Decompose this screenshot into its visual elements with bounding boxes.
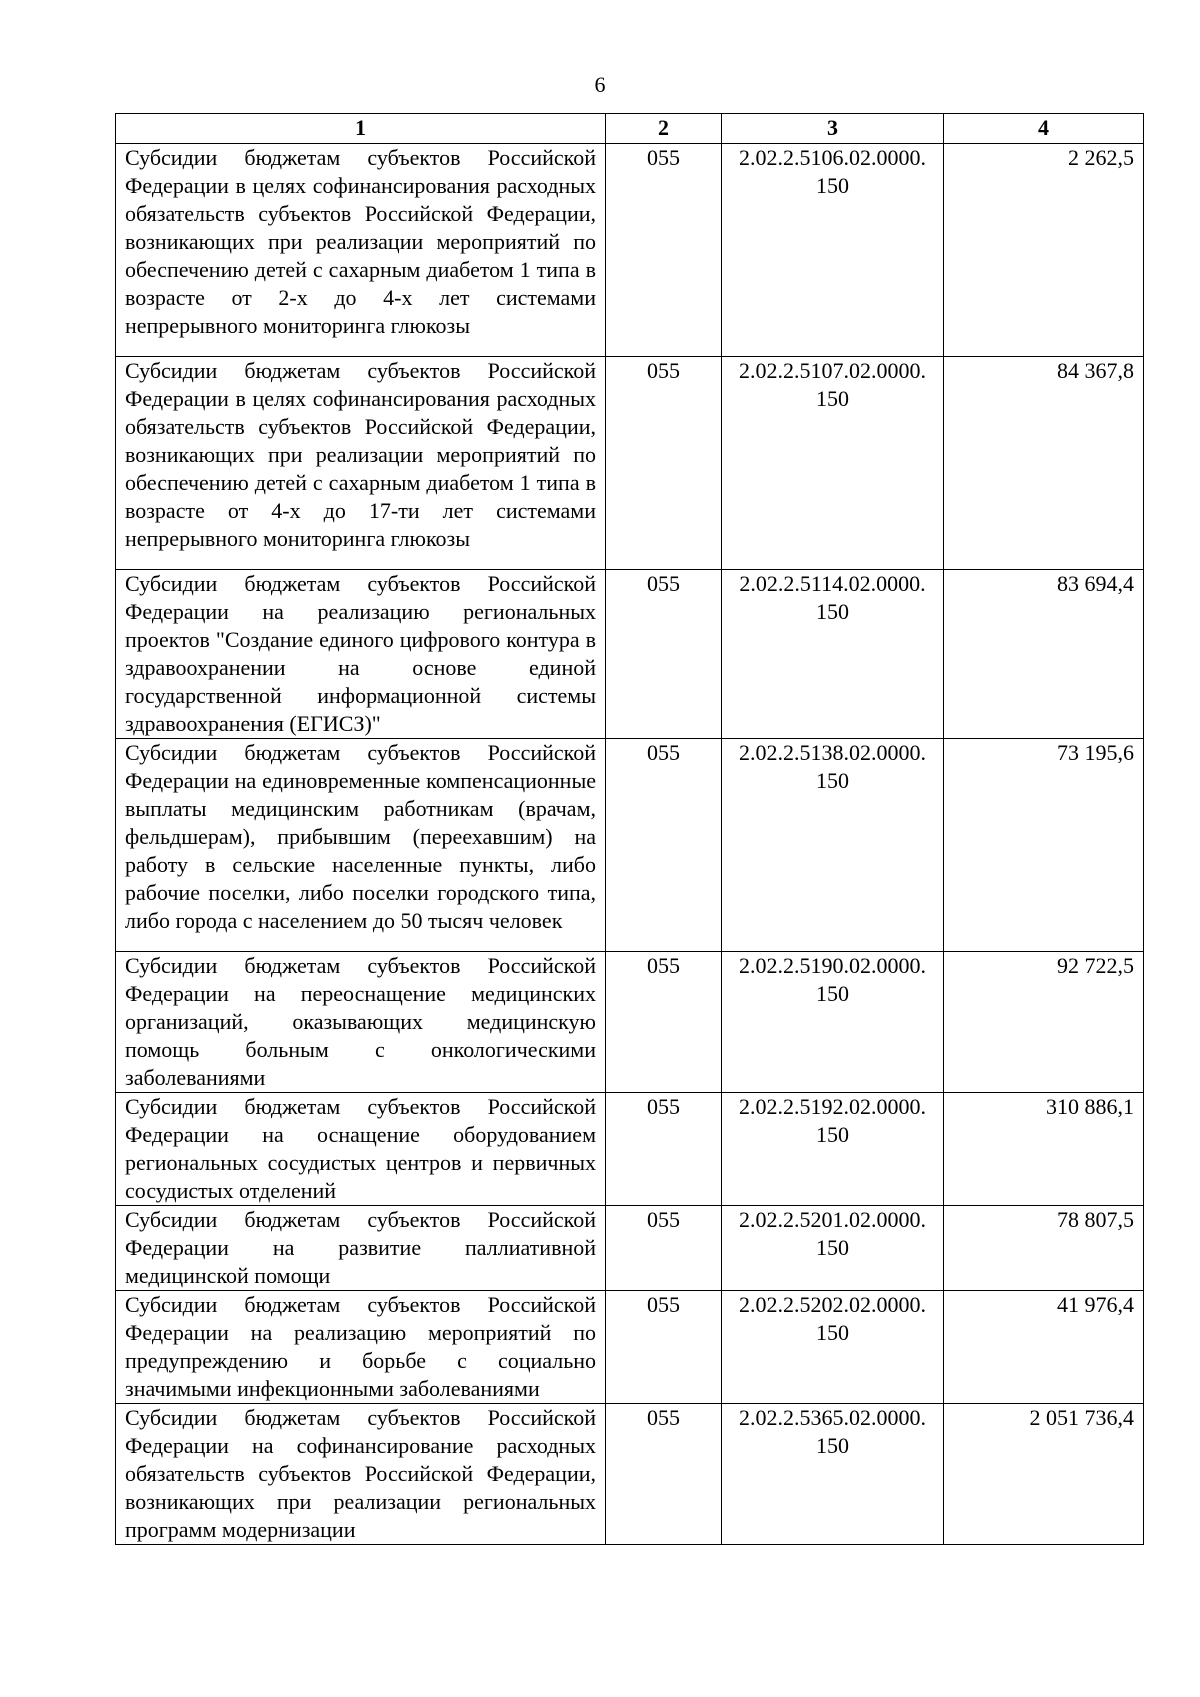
budget-code-cell: 2.02.2.5138.02.0000. 150 (722, 739, 944, 952)
subsidy-name-cell: Субсидии бюджетам субъектов Российской Федерации на реализацию мероприятий по предупреждению и борьбе с социально значимыми инфекционными заболеваниями (116, 1291, 606, 1404)
amount-cell: 73 195,6 (944, 739, 1144, 952)
budget-code-cell: 2.02.2.5201.02.0000. 150 (722, 1206, 944, 1291)
admin-code-cell: 055 (606, 144, 722, 357)
budget-code-cell: 2.02.2.5107.02.0000. 150 (722, 357, 944, 570)
column-header: 1 (116, 114, 606, 144)
amount-cell: 41 976,4 (944, 1291, 1144, 1404)
page-number: 6 (594, 72, 606, 97)
subsidy-name-cell: Субсидии бюджетам субъектов Российской Федерации в целях софинансирования расходных обязательств субъектов Российской Федерации, возникающих при реализации мероприятий по обеспечению детей с сахарным диабетом 1 типа в возрасте от 2-х до 4-х лет системами непрерывного мониторинга глюкозы (116, 144, 606, 357)
column-header: 2 (606, 114, 722, 144)
amount-cell: 310 886,1 (944, 1093, 1144, 1206)
subsidy-name-cell: Субсидии бюджетам субъектов Российской Федерации на развитие паллиативной медицинской помощи (116, 1206, 606, 1291)
table-row (116, 357, 1144, 570)
admin-code-cell: 055 (606, 1291, 722, 1404)
admin-code-cell: 055 (606, 952, 722, 1093)
table-row (116, 570, 1144, 739)
admin-code-cell: 055 (606, 1093, 722, 1206)
amount-cell: 78 807,5 (944, 1206, 1144, 1291)
table-row (116, 1206, 1144, 1291)
table-row (116, 1291, 1144, 1404)
budget-code-cell: 2.02.2.5114.02.0000. 150 (722, 570, 944, 739)
budget-code-cell: 2.02.2.5202.02.0000. 150 (722, 1291, 944, 1404)
admin-code-cell: 055 (606, 570, 722, 739)
table-row (116, 1093, 1144, 1206)
table-header-row (116, 114, 1144, 144)
admin-code-cell: 055 (606, 739, 722, 952)
subsidy-name-cell: Субсидии бюджетам субъектов Российской Федерации на оснащение оборудованием региональных сосудистых центров и первичных сосудистых отделений (116, 1093, 606, 1206)
budget-code-cell: 2.02.2.5192.02.0000. 150 (722, 1093, 944, 1206)
table-row (116, 739, 1144, 952)
subsidy-name-cell: Субсидии бюджетам субъектов Российской Федерации на софинансирование расходных обязательств субъектов Российской Федерации, возникающих при реализации региональных программ модернизации (116, 1404, 606, 1545)
table-row (116, 1404, 1144, 1545)
budget-code-cell: 2.02.2.5106.02.0000. 150 (722, 144, 944, 357)
admin-code-cell: 055 (606, 1206, 722, 1291)
budget-table (115, 113, 1144, 1545)
amount-cell: 83 694,4 (944, 570, 1144, 739)
admin-code-cell: 055 (606, 1404, 722, 1545)
budget-code-cell: 2.02.2.5365.02.0000. 150 (722, 1404, 944, 1545)
amount-cell: 2 262,5 (944, 144, 1144, 357)
column-header: 4 (944, 114, 1144, 144)
budget-code-cell: 2.02.2.5190.02.0000. 150 (722, 952, 944, 1093)
amount-cell: 92 722,5 (944, 952, 1144, 1093)
amount-cell: 84 367,8 (944, 357, 1144, 570)
subsidy-name-cell: Субсидии бюджетам субъектов Российской Федерации на единовременные компенсационные выплаты медицинским работникам (врачам, фельдшерам), прибывшим (переехавшим) на работу в сельские населенные пункты, либо рабочие поселки, либо поселки городского типа, либо города с населением до 50 тысяч человек (116, 739, 606, 952)
table-row (116, 952, 1144, 1093)
subsidy-name-cell: Субсидии бюджетам субъектов Российской Федерации на переоснащение медицинских организаций, оказывающих медицинскую помощь больным с онкологическими заболеваниями (116, 952, 606, 1093)
amount-cell: 2 051 736,4 (944, 1404, 1144, 1545)
table-row (116, 144, 1144, 357)
column-header: 3 (722, 114, 944, 144)
admin-code-cell: 055 (606, 357, 722, 570)
subsidy-name-cell: Субсидии бюджетам субъектов Российской Федерации на реализацию региональных проектов "Создание единого цифрового контура в здравоохранении на основе единой государственной информационной системы здравоохранения (ЕГИСЗ)" (116, 570, 606, 739)
subsidy-name-cell: Субсидии бюджетам субъектов Российской Федерации в целях софинансирования расходных обязательств субъектов Российской Федерации, возникающих при реализации мероприятий по обеспечению детей с сахарным диабетом 1 типа в возрасте от 4-х до 17-ти лет системами непрерывного мониторинга глюкозы (116, 357, 606, 570)
